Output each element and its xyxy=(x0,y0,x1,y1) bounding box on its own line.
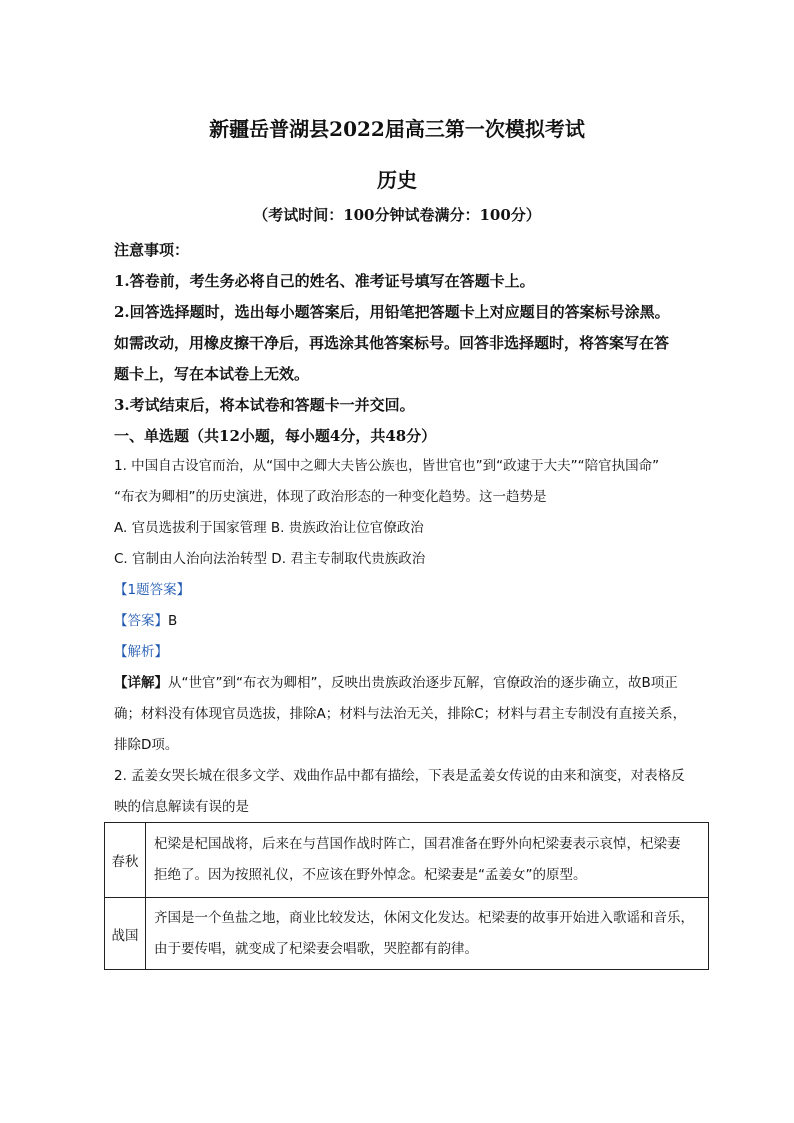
cell-line: 拒绝了。因为按照礼仪，不应该在野外悼念。杞梁妻是“孟姜女”的原型。 xyxy=(154,867,587,883)
notice-section xyxy=(114,235,704,452)
cell-line: 齐国是一个鱼盐之地，商业比较发达，休闲文化发达。杞梁妻的故事开始进入歌谣和音乐， xyxy=(154,909,694,926)
q1-stem-line: “布衣为卿相”的历史演进，体现了政治形态的一种变化趋势。这一趋势是 xyxy=(114,489,547,505)
exam-info: （考试时间：100分钟试卷满分：100分） xyxy=(253,206,541,224)
q1-answer-line xyxy=(114,606,704,637)
section-heading: 一、单选题（共12小题，每小题4分，共48分） xyxy=(114,427,437,445)
content-cell xyxy=(146,898,709,970)
notice-line: 1.答卷前，考生务必将自己的姓名、准考证号填写在答题卡上。 xyxy=(114,272,535,290)
detail-text: 从“世官”到“布衣为卿相”，反映出贵族政治逐步瓦解，官僚政治的逐步确立，故B项正 xyxy=(168,675,678,691)
subject-title: 历史 xyxy=(377,168,417,192)
table-row xyxy=(105,823,709,898)
answer-label: 【答案】 xyxy=(114,613,168,629)
q1-detail-line xyxy=(114,668,704,699)
q1-options-line: A. 官员选拔利于国家管理 B. 贵族政治让位官僚政治 xyxy=(114,520,424,536)
cell-line: 杞梁是杞国战将，后来在与莒国作战时阵亡，国君准备在野外向杞梁妻表示哀悼，杞梁妻 xyxy=(154,836,681,852)
content-cell xyxy=(146,823,709,898)
q1-analysis-tag: 【解析】 xyxy=(114,644,168,660)
answer-value: B xyxy=(168,613,178,629)
q1-detail-line: 确；材料没有体现官员选拔，排除A；材料与法治无关，排除C；材料与君主专制没有直接关系， xyxy=(114,706,687,722)
table-row xyxy=(105,898,709,970)
q2-stem-line: 映的信息解读有误的是 xyxy=(114,799,249,815)
exam-title: 新疆岳普湖县2022届高三第一次模拟考试 xyxy=(209,117,585,141)
q1-detail-line: 排除D项。 xyxy=(114,737,179,753)
notice-line: 2.回答选择题时，选出每小题答案后，用铅笔把答题卡上对应题目的答案标号涂黑。 xyxy=(114,303,670,321)
era-cell: 战国 xyxy=(105,898,146,970)
notice-heading: 注意事项： xyxy=(114,241,190,259)
q1-options-line: C. 官制由人治向法治转型 D. 君主专制取代贵族政治 xyxy=(114,551,426,567)
detail-label: 【详解】 xyxy=(114,675,168,691)
legend-table xyxy=(104,822,709,970)
cell-line: 由于要传唱，就变成了杞梁妻会唱歌，哭腔都有韵律。 xyxy=(154,940,478,957)
notice-line: 3.考试结束后，将本试卷和答题卡一并交回。 xyxy=(114,396,415,414)
question-1 xyxy=(114,451,704,823)
era-cell: 春秋 xyxy=(105,823,146,898)
notice-line: 题卡上，写在本试卷上无效。 xyxy=(114,365,310,383)
notice-line: 如需改动，用橡皮擦干净后，再选涂其他答案标号。回答非选择题时，将答案写在答 xyxy=(114,334,670,352)
q1-answer-tag: 【1题答案】 xyxy=(114,582,191,598)
q1-stem-line: 1. 中国自古设官而治，从“国中之卿大夫皆公族也，皆世官也”到“政逮于大夫”“陪官执国命” xyxy=(114,458,660,474)
q2-stem-line: 2. 孟姜女哭长城在很多文学、戏曲作品中都有描绘，下表是孟姜女传说的由来和演变，对表格反 xyxy=(114,768,685,784)
